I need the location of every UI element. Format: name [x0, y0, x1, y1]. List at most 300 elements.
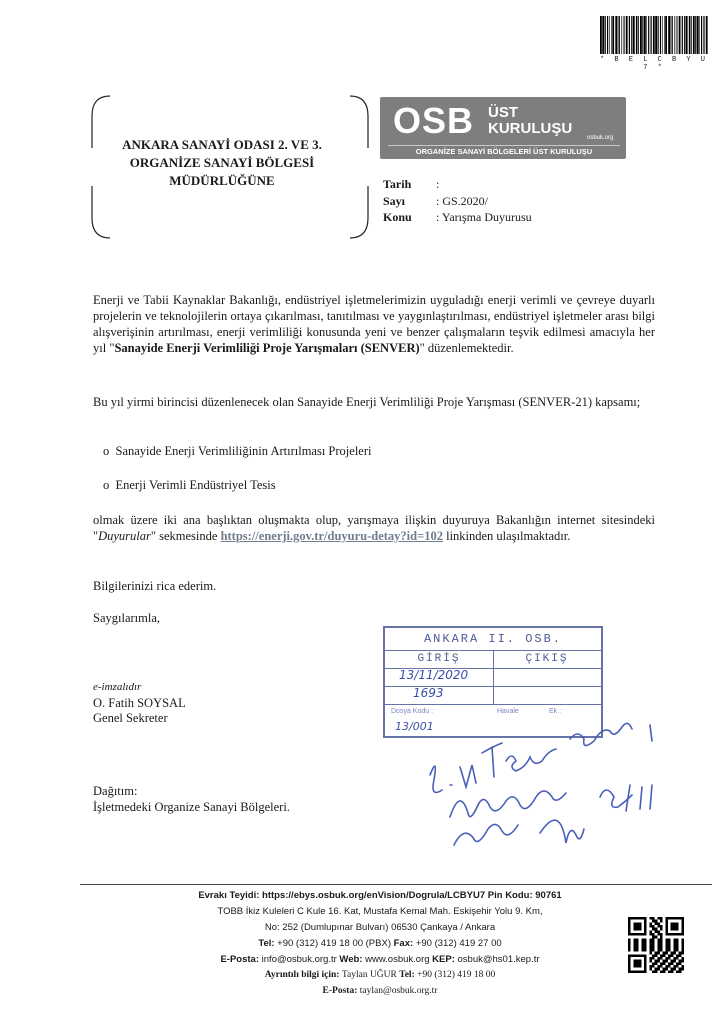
barcode-bar: [619, 16, 620, 54]
qr-module: [671, 933, 674, 936]
logo-osb-text: OSB: [393, 100, 475, 141]
qr-module: [655, 960, 658, 963]
qr-module: [676, 946, 679, 949]
qr-module: [633, 970, 636, 973]
qr-module: [673, 925, 676, 928]
barcode-bar: [684, 16, 685, 54]
paragraph-text: " sekmesinde: [150, 529, 221, 543]
barcode-bar: [642, 16, 643, 54]
qr-module: [679, 960, 682, 963]
subject-value: : Yarışma Duyurusu: [436, 210, 532, 224]
qr-module: [639, 922, 642, 925]
qr-module: [652, 938, 655, 941]
qr-module: [633, 949, 636, 952]
qr-module: [657, 949, 660, 952]
qr-module: [676, 938, 679, 941]
barcode-bar: [662, 16, 663, 54]
qr-module: [660, 928, 663, 931]
logo-kurulusu-text: KURULUŞU: [488, 120, 573, 137]
qr-module: [660, 962, 663, 965]
barcode-bar: [607, 16, 608, 54]
footer-info-tel-label: Tel:: [399, 970, 418, 980]
qr-module: [649, 930, 652, 933]
qr-module: [636, 949, 639, 952]
qr-module: [679, 962, 682, 965]
qr-module: [649, 944, 652, 947]
stamp-cikis: ÇIKIŞ: [525, 653, 569, 665]
qr-module: [681, 965, 684, 968]
qr-module: [644, 920, 647, 923]
qr-module: [628, 944, 631, 947]
qr-module: [668, 946, 671, 949]
announcements-tab-name: Duyurular: [98, 529, 151, 543]
qr-module: [639, 933, 642, 936]
paragraph-text: linkinden ulaşılmaktadır.: [442, 529, 571, 543]
qr-module: [673, 965, 676, 968]
qr-module: [679, 952, 682, 955]
barcode-bar: [629, 16, 630, 54]
barcode-bar: [660, 16, 661, 54]
footer-verify-label: Evrakı Teyidi:: [198, 890, 263, 901]
qr-module: [636, 941, 639, 944]
barcode-bar: [691, 16, 692, 54]
qr-module: [657, 917, 660, 920]
qr-module: [679, 954, 682, 957]
qr-module: [633, 933, 636, 936]
barcode-bar: [701, 16, 702, 54]
qr-module: [668, 917, 671, 920]
qr-module: [644, 928, 647, 931]
qr-module: [628, 949, 631, 952]
qr-module: [665, 949, 668, 952]
qr-module: [649, 968, 652, 971]
logo-subtitle: ORGANİZE SANAYİ BÖLGELERİ ÜST KURULUŞU: [388, 145, 620, 156]
qr-module: [673, 952, 676, 955]
signer-title: Genel Sekreter: [93, 711, 168, 725]
qr-module: [628, 970, 631, 973]
barcode-bar: [644, 16, 646, 54]
barcode-bar: [626, 16, 628, 54]
qr-module: [665, 922, 668, 925]
qr-module: [633, 960, 636, 963]
qr-module: [636, 954, 639, 957]
footer-info-mail-label: E-Posta:: [322, 986, 360, 996]
stamp-date-handwritten: 13/11/2020: [399, 668, 469, 682]
qr-module: [649, 917, 652, 920]
qr-code: [628, 917, 684, 973]
stamp-number-handwritten: 1693: [413, 686, 444, 700]
qr-module: [660, 949, 663, 952]
qr-module: [633, 946, 636, 949]
qr-module: [628, 930, 631, 933]
qr-module: [649, 946, 652, 949]
qr-module: [633, 928, 636, 931]
qr-module: [673, 968, 676, 971]
footer-info-tel-value: +90 (312) 419 18 00: [417, 970, 496, 980]
qr-module: [673, 944, 676, 947]
qr-module: [665, 960, 668, 963]
qr-module: [681, 946, 684, 949]
barcode-bar: [653, 16, 655, 54]
handwritten-annotation: [420, 705, 690, 855]
qr-module: [663, 960, 666, 963]
qr-module: [668, 954, 671, 957]
qr-module: [636, 917, 639, 920]
barcode-bar: [638, 16, 639, 54]
logo-ust-text: ÜST: [488, 104, 518, 121]
barcode-bar: [612, 16, 614, 54]
qr-module: [681, 925, 684, 928]
qr-module: [649, 941, 652, 944]
barcode-bar: [602, 16, 604, 54]
qr-module: [644, 960, 647, 963]
qr-module: [636, 944, 639, 947]
barcode: [600, 16, 708, 54]
qr-module: [628, 962, 631, 965]
qr-module: [655, 954, 658, 957]
qr-module: [671, 960, 674, 963]
qr-module: [663, 952, 666, 955]
barcode-bar: [631, 16, 632, 54]
qr-module: [641, 917, 644, 920]
barcode-bar: [605, 16, 606, 54]
qr-module: [657, 960, 660, 963]
barcode-bar: [697, 16, 699, 54]
qr-module: [641, 941, 644, 944]
barcode-bar: [624, 16, 625, 54]
qr-module: [641, 970, 644, 973]
announcement-link[interactable]: https://enerji.gov.tr/duyuru-detay?id=102: [220, 529, 443, 543]
qr-module: [676, 970, 679, 973]
qr-module: [652, 970, 655, 973]
qr-module: [649, 952, 652, 955]
stamp-file-code-label: Dosya Kodu :: [391, 708, 434, 715]
paragraph-text: Enerji ve Tabii Kaynaklar Bakanlığı, endüstriyel işletmelerimizin uyguladığı enerji verimli ve çevreye duyarlı projelerin ve teknolojilerin ortaya çıkarılması, tanıtılması ve yaygınlaştırılması, endüstriyel işletmeler arası bilgi alışverişinin artırılması, enerji verimliliği konusunda yeni ve benzer çalışmaların teşvik edilmesi amacıyla her yıl ": [93, 293, 655, 355]
qr-module: [631, 954, 634, 957]
barcode-bar: [679, 16, 681, 54]
date-value: :: [436, 177, 440, 191]
qr-module: [644, 930, 647, 933]
distribution-label: Dağıtım:: [93, 784, 138, 798]
qr-module: [660, 920, 663, 923]
qr-module: [649, 938, 652, 941]
barcode-bar: [674, 16, 675, 54]
footer-divider: [80, 884, 712, 885]
footer-kep-label: KEP:: [432, 954, 458, 965]
qr-module: [679, 917, 682, 920]
qr-module: [644, 944, 647, 947]
qr-module: [660, 944, 663, 947]
qr-module: [676, 928, 679, 931]
qr-module: [671, 917, 674, 920]
qr-module: [681, 920, 684, 923]
footer-verify: [120, 890, 640, 901]
qr-module: [633, 917, 636, 920]
qr-module: [679, 970, 682, 973]
qr-module: [657, 930, 660, 933]
qr-module: [628, 957, 631, 960]
qr-module: [644, 957, 647, 960]
barcode-bar: [689, 16, 690, 54]
qr-module: [649, 933, 652, 936]
qr-module: [644, 946, 647, 949]
qr-module: [628, 941, 631, 944]
qr-module: [673, 946, 676, 949]
qr-module: [628, 920, 631, 923]
qr-module: [644, 962, 647, 965]
qr-module: [676, 944, 679, 947]
footer-fax-value: +90 (312) 419 27 00: [415, 938, 502, 949]
qr-module: [652, 965, 655, 968]
barcode-bar: [665, 16, 667, 54]
qr-module: [673, 960, 676, 963]
qr-module: [668, 944, 671, 947]
qr-module: [673, 938, 676, 941]
qr-module: [644, 968, 647, 971]
barcode-bar: [677, 16, 678, 54]
footer-tel-value: +90 (312) 419 18 00 (PBX): [277, 938, 394, 949]
qr-module: [657, 938, 660, 941]
qr-module: [641, 933, 644, 936]
barcode-bar: [609, 16, 610, 54]
qr-module: [639, 954, 642, 957]
qr-module: [660, 970, 663, 973]
qr-module: [660, 954, 663, 957]
recipient-line: ORGANİZE SANAYİ BÖLGESİ: [129, 155, 315, 170]
qr-module: [644, 933, 647, 936]
qr-module: [655, 930, 658, 933]
qr-module: [652, 917, 655, 920]
qr-module: [676, 949, 679, 952]
qr-module: [665, 938, 668, 941]
footer-phone: [120, 938, 640, 949]
barcode-bar: [682, 16, 683, 54]
qr-module: [649, 922, 652, 925]
barcode-bar: [658, 16, 659, 54]
qr-module: [660, 933, 663, 936]
qr-module: [652, 936, 655, 939]
barcode-bar: [703, 16, 704, 54]
qr-module: [655, 922, 658, 925]
barcode-bar: [706, 16, 708, 54]
qr-module: [644, 917, 647, 920]
qr-module: [676, 922, 679, 925]
footer-email-label: E-Posta:: [220, 954, 262, 965]
qr-module: [649, 949, 652, 952]
list-item-text: Sanayide Enerji Verimliliğinin Artırılması Projeleri: [115, 444, 372, 458]
closing-regards: Saygılarımla,: [93, 611, 160, 625]
qr-module: [628, 928, 631, 931]
qr-module: [655, 968, 658, 971]
qr-module: [671, 954, 674, 957]
footer-web-label: Web:: [339, 954, 366, 965]
qr-module: [633, 938, 636, 941]
stamp-title: ANKARA II. OSB.: [385, 628, 601, 651]
qr-module: [660, 965, 663, 968]
qr-module: [633, 954, 636, 957]
qr-module: [644, 941, 647, 944]
qr-module: [652, 946, 655, 949]
footer-contact: [120, 954, 640, 965]
barcode-code: * B E L C B Y U 7 *: [600, 56, 709, 72]
qr-module: [676, 962, 679, 965]
qr-module: [671, 922, 674, 925]
stamp-attachment-label: Ek :: [549, 708, 562, 715]
qr-module: [649, 965, 652, 968]
qr-module: [660, 925, 663, 928]
qr-module: [631, 917, 634, 920]
qr-module: [671, 970, 674, 973]
qr-module: [671, 925, 674, 928]
qr-module: [681, 930, 684, 933]
qr-module: [676, 957, 679, 960]
paragraph-announcement: [93, 512, 655, 544]
qr-module: [668, 965, 671, 968]
qr-module: [660, 946, 663, 949]
date-label: Tarih: [383, 177, 412, 191]
list-item: [103, 444, 371, 459]
qr-module: [681, 968, 684, 971]
qr-module: [663, 970, 666, 973]
barcode-bar: [686, 16, 688, 54]
qr-module: [633, 941, 636, 944]
barcode-bar: [600, 16, 602, 54]
footer-info-value: Taylan UĞUR: [341, 970, 400, 980]
qr-module: [657, 952, 660, 955]
e-signed-note: e-imzalıdır: [93, 681, 142, 693]
qr-module: [644, 938, 647, 941]
qr-module: [673, 922, 676, 925]
barcode-bar: [648, 16, 649, 54]
paragraph-scope: Bu yıl yirmi birincisi düzenlenecek olan Sanayide Enerji Verimliliği Proje Yarışması (SENVER-21) kapsamı;: [93, 395, 641, 409]
qr-module: [668, 941, 671, 944]
qr-module: [673, 957, 676, 960]
footer-info-mail-value[interactable]: taylan@osbuk.org.tr: [359, 986, 438, 996]
list-item: [103, 478, 276, 493]
qr-module: [636, 960, 639, 963]
qr-module: [636, 946, 639, 949]
barcode-bar: [699, 16, 700, 54]
qr-module: [681, 957, 684, 960]
qr-module: [636, 938, 639, 941]
qr-module: [660, 941, 663, 944]
qr-module: [628, 922, 631, 925]
footer-verify-link[interactable]: https://ebys.osbuk.org/enVision/Dogrula/LCBYU7 Pin Kodu: 90761: [262, 890, 562, 901]
qr-module: [665, 946, 668, 949]
qr-module: [652, 949, 655, 952]
qr-module: [641, 938, 644, 941]
qr-module: [641, 944, 644, 947]
footer-address-line1: TOBB İkiz Kuleleri C Kule 16. Kat, Mustafa Kemal Mah. Eskişehir Yolu 9. Km,: [217, 906, 543, 917]
qr-module: [639, 928, 642, 931]
qr-module: [681, 952, 684, 955]
qr-module: [644, 954, 647, 957]
bullet-marker: o: [103, 478, 110, 492]
qr-module: [663, 954, 666, 957]
qr-module: [649, 960, 652, 963]
qr-module: [633, 965, 636, 968]
paragraph-intro: [93, 292, 655, 356]
qr-module: [673, 941, 676, 944]
qr-module: [665, 941, 668, 944]
qr-module: [665, 917, 668, 920]
stamp-giris: GİRİŞ: [417, 653, 461, 665]
competition-name: Sanayide Enerji Verimliliği Proje Yarışmaları (SENVER): [114, 341, 420, 355]
barcode-bar: [623, 16, 624, 54]
paragraph-text: " düzenlemektedir.: [419, 341, 514, 355]
qr-module: [671, 968, 674, 971]
qr-module: [652, 954, 655, 957]
qr-module: [673, 949, 676, 952]
qr-module: [668, 938, 671, 941]
qr-module: [631, 970, 634, 973]
number-value: : GS.2020/: [436, 194, 489, 208]
barcode-bar: [618, 16, 619, 54]
qr-module: [652, 962, 655, 965]
footer-email-value[interactable]: info@osbuk.org.tr: [261, 954, 340, 965]
qr-module: [665, 957, 668, 960]
qr-module: [657, 957, 660, 960]
footer-web-value[interactable]: www.osbuk.org: [365, 954, 433, 965]
qr-module: [681, 944, 684, 947]
qr-module: [639, 960, 642, 963]
qr-module: [652, 920, 655, 923]
footer-tel-label: Tel:: [258, 938, 278, 949]
recipient-block: [112, 136, 332, 190]
qr-module: [633, 944, 636, 947]
qr-module: [657, 941, 660, 944]
qr-module: [628, 938, 631, 941]
qr-module: [641, 946, 644, 949]
footer-kep-value: osbuk@hs01.kep.tr: [457, 954, 540, 965]
qr-module: [679, 933, 682, 936]
barcode-bar: [636, 16, 637, 54]
qr-module: [668, 970, 671, 973]
qr-module: [631, 933, 634, 936]
recipient-line: MÜDÜRLÜĞÜNE: [169, 173, 275, 188]
qr-module: [633, 962, 636, 965]
qr-module: [671, 952, 674, 955]
qr-module: [681, 933, 684, 936]
qr-module: [660, 957, 663, 960]
qr-module: [668, 957, 671, 960]
qr-module: [660, 936, 663, 939]
stamp-divider: [493, 650, 494, 704]
qr-module: [665, 968, 668, 971]
qr-module: [673, 928, 676, 931]
qr-module: [665, 933, 668, 936]
qr-module: [636, 922, 639, 925]
qr-module: [652, 957, 655, 960]
stamp-file-code-handwritten: 13/001: [395, 720, 434, 733]
qr-module: [652, 928, 655, 931]
qr-module: [649, 925, 652, 928]
qr-module: [652, 941, 655, 944]
recipient-line: ANKARA SANAYİ ODASI 2. VE 3.: [122, 137, 322, 152]
barcode-bar: [655, 16, 657, 54]
qr-module: [644, 925, 647, 928]
qr-module: [665, 952, 668, 955]
qr-module: [676, 917, 679, 920]
qr-module: [676, 941, 679, 944]
qr-module: [673, 933, 676, 936]
qr-module: [657, 922, 660, 925]
qr-module: [671, 962, 674, 965]
qr-module: [655, 928, 658, 931]
footer-info: [120, 970, 640, 980]
subject-label: Konu: [383, 210, 412, 224]
qr-module: [644, 965, 647, 968]
